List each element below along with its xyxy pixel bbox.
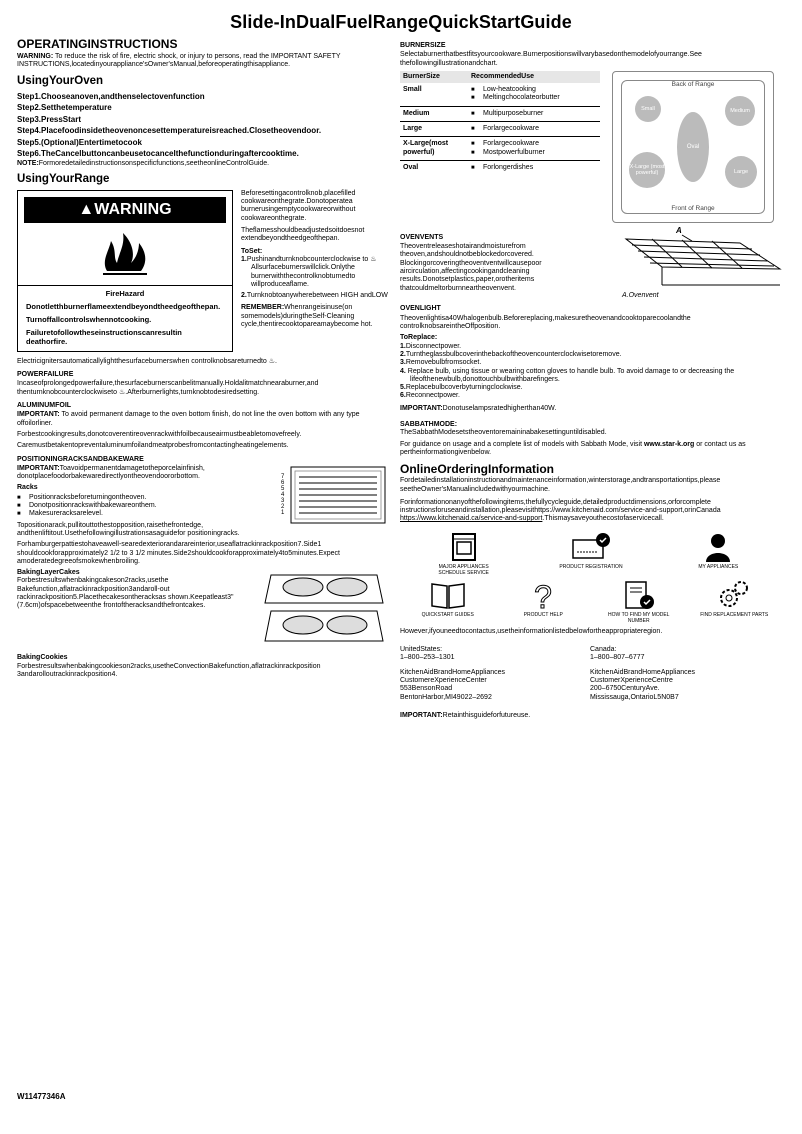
xlarge-burner: X-Large (most powerful) xyxy=(629,152,665,188)
foil-para-2: Forbestcookingresults,donotcoverentireovenrackwithfoilbecauseairmustbeabletomovefreely. xyxy=(17,430,302,438)
burner-table xyxy=(400,71,600,175)
large-burner: Large xyxy=(725,156,757,188)
list-item: 1.Disconnectpower. xyxy=(400,342,462,350)
cookies-title: BakingCookies xyxy=(17,654,68,662)
layer-cake-para: Forbestresultswhenbakingcakeson2racks,usethe Bakefunction,aflatrackinrackposition3andaroll-out rackinrackposition5.Placethecakesontheracksas shown.Keepatleast3"(7.6cm)ofspacebetweenthe frontoftheracksandthefrontcakes. xyxy=(17,577,234,610)
table-row: X-Large(most powerful) ■ Forlargecookware ■ Mostpowerfulburner xyxy=(400,137,600,161)
burnersize-para: Selectaburnerthatbestfitsyourcookware.Burnerpositionswillvarybasedonthemodelofyourrange.See thefollowingillustrationandchart. xyxy=(400,51,702,67)
sabbath-para-2: For guidance on usage and a complete list of models with Sabbath Mode, visit www.star-k.org or contact us as pertheinformationgivenbelow. xyxy=(400,440,746,456)
step-3: Step3.PressStart xyxy=(17,114,82,124)
burner-section xyxy=(400,71,782,223)
warning-section xyxy=(17,190,389,352)
step-6: Step6.TheCancelbuttoncanbeusetocancelthefunctionduringaftercooktime. xyxy=(17,149,299,159)
fire-hazard-title: FireHazard xyxy=(18,285,232,298)
step-5: Step5.(Optional)Entertimetocook xyxy=(17,137,142,147)
oven-appliance-icon xyxy=(449,532,479,562)
flame-icon: ♨ xyxy=(268,357,276,365)
online-para-1: Fordetailedinstallationinstructionandmaintenanceinformation,winterstorage,andtransportationtips,please seetheOwner'sManualincludedwithyourmachine. xyxy=(400,477,721,493)
online-title: OnlineOrderingInformation xyxy=(400,462,555,477)
contact-addresses xyxy=(400,646,782,702)
rack-positions-illustration xyxy=(277,465,389,541)
vent-letter-label: A xyxy=(676,225,682,235)
contact-para: However,ifyouneedtocontactus,usetheinformationlistedbelowfortheappropriateregion. xyxy=(400,627,663,635)
list-item: 2.Turntheglassbulbcoverinthebackoftheovencounterclockwisetoremove. xyxy=(400,350,622,358)
book-icon xyxy=(430,580,466,610)
ovenvent-section xyxy=(400,225,782,301)
burnersize-title: BURNERSIZE xyxy=(400,42,446,49)
oven-title: UsingYourOven xyxy=(17,74,104,87)
flame-para: Theflamesshouldbeadjustedsoitdoesnot extendbeyondtheedgeofthepan. xyxy=(241,227,365,243)
star-k-link[interactable]: www.star-k.org xyxy=(643,440,695,448)
list-item: ■ Positionracksbeforeturningontheoven. xyxy=(17,494,271,502)
warning-line-1: Donotletthburnerflameextendbeyondtheedgeofthepan. xyxy=(26,302,221,312)
table-row: Small ■ Low-heatcooking ■ Meltingchocolateorbutter xyxy=(400,83,600,106)
cooktop-diagram xyxy=(612,71,774,223)
ovenvent-text xyxy=(400,229,616,301)
medium-burner: Medium xyxy=(725,96,755,126)
front-of-range-label: Front of Range xyxy=(671,204,715,212)
svg-text:?: ? xyxy=(534,579,553,610)
light-important: IMPORTANT:Donotuselampsratedhigherthan40W. xyxy=(400,404,557,412)
ovenvent-para: Theoventreleaseshotairandmoisturefrom theoven,andshouldnotbeblockedorcovered. Blockingorcoveringtheoventventwillcausepoor aircirculation,affectingcookingandcleaning results.Donotsetplastics,paper,orotheritems thatcouldmeltorburnneartheovenvent. xyxy=(400,243,542,292)
table-header-row xyxy=(400,71,600,83)
page-title: Slide-InDualFuelRangeQuickStartGuide xyxy=(230,12,572,32)
racks-title: POSITIONINGRACKSANDBAKEWARE xyxy=(17,455,144,463)
service-icons-row-2 xyxy=(400,580,782,624)
cookware-para: Beforesettingacontrolknob,placefilled cookwareonthegrate.Donotoperatea burnerusingemptycookwareorwithout cookwareonthegrate. xyxy=(241,189,356,222)
table-row: Medium ■ Multipurposeburner xyxy=(400,106,600,121)
warning-intro: WARNING: To reduce the risk of fire, electric shock, or injury to persons, read the IMPORTANT SAFETY INSTRUCTIONS,locatedinyourappliance'sOwner'sManual,beforeoperatingthisappliance. xyxy=(17,53,341,69)
ovenlight-para: Theovenlightisa40Whalogenbulb.Beforereplacing,makesuretheovenandcooktoparecoolandthe controlknobsareintheOffposition. xyxy=(400,314,691,331)
racks-subtitle: Racks xyxy=(17,484,38,492)
list-item: 4. Replace bulb, using tissue or wearing cotton gloves to handle bulb. To avoid damage to or decreasing the lifeofthenewbulb,donottouchbulbwithbarefingers. xyxy=(400,367,735,383)
racks-section xyxy=(17,465,389,541)
layer-cake-title: BakingLayerCakes xyxy=(17,569,80,577)
range-title: UsingYourRange xyxy=(17,172,110,185)
list-item: ■ Donotpositionrackswithbakewareonthem. xyxy=(17,502,271,510)
foil-para-3: Caremustbetakentopreventaluminumfoilandmeatprobesfromcontactingheatingelements. xyxy=(17,442,289,450)
to-set-step-1b: Allsurfaceburnerswillclick.Onlythe burnerwiththecontrolknobturnedto willproduceaflame. xyxy=(251,264,356,288)
foil-important: IMPORTANT: To avoid permanent damage to the oven bottom finish, do not line the oven bottom with any type offoilorliner. xyxy=(17,411,360,427)
to-replace-label: ToReplace: xyxy=(400,334,438,342)
kitchenaid-ca-link[interactable]: https://www.kitchenaid.ca/service-and-support xyxy=(400,515,543,523)
range-instructions xyxy=(241,190,389,352)
flame-icon: ♨ xyxy=(118,388,126,396)
warning-line-3: Failuretofollowtheseinstructionscanresultin deathorfire. xyxy=(26,328,182,347)
cookies-para: Forbestresultswhenbakingcookieson2racks,usetheConvectionBakefunction,aflatrackinrackposition 3andarolloutrackinrackposition4. xyxy=(17,662,321,679)
layer-cake-text xyxy=(17,569,253,650)
to-set-label: ToSet: xyxy=(241,247,263,255)
racks-text xyxy=(17,465,271,541)
left-column xyxy=(17,37,389,682)
find-model-number-icon-item[interactable]: HOW TO FIND MY MODEL NUMBER xyxy=(604,580,674,624)
to-set-step-1: 1.Pushinandturnknobcounterclockwise to ♨ xyxy=(241,255,377,263)
replacement-parts-icon-item[interactable]: FIND REPLACEMENT PARTS xyxy=(699,580,769,624)
warning-triangle-icon: ▲ xyxy=(78,200,95,218)
replace-steps xyxy=(400,343,782,401)
layer-cake-section xyxy=(17,569,389,650)
table-row: Oval ■ Forlongerdishes xyxy=(400,160,600,175)
cake-racks-illustration xyxy=(259,569,389,650)
step-1: Step1.Chooseanoven,andthenselectovenfunction xyxy=(17,91,205,101)
warning-line-2: Turnoffallcontrolswhennotcooking. xyxy=(26,315,152,325)
question-mark-icon xyxy=(528,580,558,610)
flame-icon: ♨ xyxy=(370,255,377,263)
service-icons-row-1 xyxy=(400,532,782,576)
warning-heading: ▲WARNING xyxy=(24,197,226,223)
racks-para: Topositionarack,pullitouttothestopposition,raisethefrontedge, andthenliftitout.Usethefollowingillustrationsasaguidefor positioningracks. xyxy=(17,521,240,537)
column-header: BurnerSize xyxy=(400,71,468,83)
igniter-para: Electricignitersautomaticallylightthesurfaceburnerswhen controlknobsareturnedto ♨. xyxy=(17,357,277,365)
list-item: 5.Replacebulbcoverbyturningclockwise. xyxy=(400,384,523,392)
burger-para: Forhamburgerpattiestohaveawell-searedexteriorandarareinterior,useaflatrackinrackposition7.Side1 shouldcookforapproximately2 1/2 to 3 1/2 minutes.Side2shouldcookforapproximately4to5minutes.Expect amoderatedegreeofsmokewhenbroiling. xyxy=(17,541,340,565)
person-icon xyxy=(703,532,733,562)
retain-para: IMPORTANT:Retainthisguideforfutureuse. xyxy=(400,711,531,719)
online-para-2: Forinformationonanyofthefollowingitems,thefullycycleguide,detailedproductdimensions,orforcomplete instructionsforuseandinstallation,pleasevisithttps://www.kitchenaid.com/service-and-support,orinCanada https://www.kitchenaid.ca/service-and-support.Thismaysaveyouthecostofaservicecall. xyxy=(400,498,721,523)
oval-burner: Oval xyxy=(677,112,709,182)
registration-card-icon xyxy=(569,532,613,562)
product-registration-icon-item[interactable]: PRODUCT REGISTRATION xyxy=(556,532,626,576)
warning-box xyxy=(17,190,233,352)
ovenvent-illustration xyxy=(622,225,782,301)
operating-title: OPERATINGINSTRUCTIONS xyxy=(17,37,178,51)
to-set-step-2: 2.Turnknobtoanywherebetween HIGH andLOW xyxy=(241,292,388,300)
remember-para: REMEMBER:Whenrangeisinuse(on somemodels)duringtheSelf-Cleaning cycle,thentirecooktopareamaybecome hot. xyxy=(241,304,373,329)
column-header: RecommendedUse xyxy=(468,71,600,83)
fire-hazard-icon xyxy=(18,223,232,281)
list-item: 6.Reconnectpower. xyxy=(400,392,460,400)
ovenvent-title: OVENVENTS xyxy=(400,233,444,241)
vent-caption: A.Ovenvent xyxy=(622,292,659,300)
ovenlight-title: OVENLIGHT xyxy=(400,305,441,313)
powerfailure-para: Incaseofprolongedpowerfailure,thesurfaceburnerscanbelitmanually.Holdalitmatchnearaburner,and thenturnknobcounterclockwiseto ♨.Afterburnerlights,turnknobtodesiredsetting. xyxy=(17,380,319,396)
racks-bullets xyxy=(17,494,271,519)
small-burner: Small xyxy=(635,96,661,122)
document-check-icon xyxy=(622,580,656,610)
document-code: W11477346A xyxy=(17,1092,66,1101)
sabbath-title: SABBATHMODE: xyxy=(400,421,458,429)
us-contact: UnitedStates: 1–800–253–1301 KitchenAidBrandHomeAppliances CustomerеXperienceCenter 553BensonRoad BentonHarbor,MI49022–2692 xyxy=(400,646,506,701)
step-4: Step4.Placefoodinsidetheovenoncesettemperatureisreached.Closetheovendoor. xyxy=(17,126,322,136)
note: NOTE:Formoredetailedinstructionsonspecificfunctions,seetheonlineControlGuide. xyxy=(17,159,270,167)
rack-number-labels: 7 6 5 4 3 2 1 xyxy=(281,473,285,516)
sabbath-para: TheSabbathModesetstheoventoremaininabakesettinguntildisabled. xyxy=(400,429,607,437)
powerfailure-title: POWERFAILURE xyxy=(17,371,74,379)
step-2: Step2.Setthetemperature xyxy=(17,103,112,113)
right-column xyxy=(400,42,782,723)
my-appliances-icon-item[interactable]: MY APPLIANCES xyxy=(683,532,753,576)
list-item: ■ Makesureracksarelevel. xyxy=(17,510,271,518)
canada-contact: Canada: 1–800–807–6777 KitchenAidBrandHomeAppliances CustomerXperienceCentre 200–6750CenturyAve. Mississauga,OntarioL5N0B7 xyxy=(590,646,696,701)
list-item: 3.Removebulbfromsocket. xyxy=(400,359,482,367)
gears-icon xyxy=(717,580,751,610)
foil-title: ALUMINUMFOIL xyxy=(17,402,72,410)
product-help-icon-item[interactable]: ? PRODUCT HELP xyxy=(523,579,563,618)
back-of-range-label: Back of Range xyxy=(671,80,715,88)
racks-important: IMPORTANT:Toavoidpermanentdamagetotheporcelainfinish, donotplacefoodorbakewaredirectlyontheovendoororbottom. xyxy=(17,464,205,481)
table-row: Large ■ Forlargecookware xyxy=(400,122,600,137)
schedule-service-icon-item[interactable]: MAJOR APPLIANCES SCHEDULE SERVICE xyxy=(429,532,499,576)
quickstart-guides-icon-item[interactable]: QUICKSTART GUIDES xyxy=(413,580,483,624)
